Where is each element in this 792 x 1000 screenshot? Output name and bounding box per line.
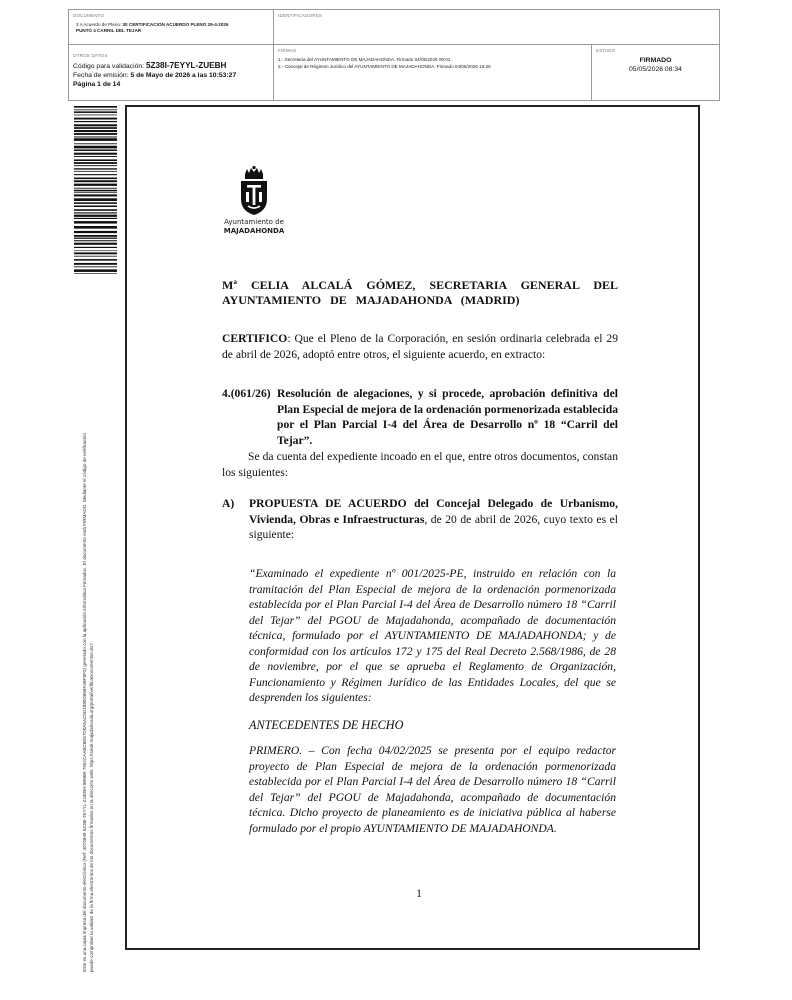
logo-caption-line-2: MAJADAHONDA (223, 227, 285, 235)
barcode-bar (74, 156, 117, 157)
certifico-label: CERTIFICO (222, 332, 288, 345)
barcode-bar (74, 250, 117, 251)
primero-paragraph: PRIMERO. – Con fecha 04/02/2025 se presenta por el equipo redactor proyecto de Plan Especial de mejora de la ordenación pormenorizada establecida por el Plan Parcial I-4 del Área de Desarrollo número 18 “Carril del Tejar” del PGOU de Majadahonda, acompañado de documentación técnica. Dicho proyecto de planeamiento es de iniciativa pública al haberse formulado por el propio AYUNTAMIENTO DE MAJADAHONDA. (249, 744, 616, 835)
barcode-bar (74, 124, 117, 126)
fecha-emision: Fecha de emisión: 5 de Mayo de 2026 a las 10:53:27 (73, 72, 237, 79)
estado-date: 05/05/2026 08:34 (629, 66, 682, 73)
logo-caption-line-1: Ayuntamiento de (224, 218, 284, 226)
identificadores-label: IDENTIFICADORES (278, 13, 323, 18)
barcode-bar (74, 106, 117, 108)
barcode-bar (74, 188, 117, 189)
barcode-bar (74, 190, 117, 192)
barcode-bar (74, 235, 117, 237)
certifico-paragraph: CERTIFICO: Que el Pleno de la Corporación, en sesión ordinaria celebrada el 29 de abril de 2026, adoptó entre otros, el siguiente acuerdo, en extracto: (222, 332, 618, 361)
barcode-bar (74, 252, 117, 254)
barcode-bar (74, 226, 117, 229)
side-verification-text-2: puede comprobar la validez de la firma electrónica de los documentos firmados en la dirección web: https://sede.majadahonda.org/portal/verificaDocumentos.do? (89, 643, 94, 972)
barcode-bar (74, 162, 117, 164)
barcode-bar (74, 115, 117, 116)
intro-paragraph: Se da cuenta del expediente incoado en el que, entre otros documentos, constan los siguientes: (222, 450, 618, 479)
barcode-bar (74, 212, 117, 213)
barcode-bar (74, 109, 117, 110)
barcode-bar (74, 218, 117, 219)
barcode-bar (74, 138, 117, 141)
barcode-bar (74, 180, 117, 182)
barcode-bar (74, 184, 117, 186)
barcode-bar (74, 127, 117, 129)
barcode-bar (74, 133, 117, 135)
barcode-bar (74, 136, 117, 137)
barcode-bar (74, 174, 117, 175)
barcode-bar (74, 273, 117, 274)
barcode-bar (74, 121, 117, 122)
estado-value: FIRMADO (639, 57, 672, 64)
barcode-bar (74, 240, 117, 241)
barcode-bar (74, 238, 117, 239)
secretary-heading: Mª CELIA ALCALÁ GÓMEZ, SECRETARIA GENERAL DEL AYUNTAMIENTO DE MAJADAHONDA (MADRID) (222, 278, 618, 307)
barcode-bar (74, 263, 117, 265)
pagina-indicator: Página 1 de 14 (73, 81, 121, 88)
barcode-bar (74, 194, 117, 196)
barcode-bar (74, 266, 117, 267)
section-a-letter: A) (222, 497, 235, 510)
majadahonda-coat-of-arms-logo (237, 166, 271, 216)
barcode-bar (74, 231, 117, 233)
barcode-bar (74, 143, 117, 144)
barcode-bar (74, 221, 117, 223)
barcode-bar (74, 269, 117, 272)
barcode-bar (74, 165, 117, 166)
barcode-bar (74, 118, 117, 120)
barcode (74, 106, 117, 274)
codigo-validacion: Código para validación: 5Z38I-7EYYL-ZUEBH (73, 61, 227, 70)
firma-1: 1.- Secretaria del AYUNTAMIENTO DE MAJADAHONDA. Firmado 04/05/2026 09:01 (278, 57, 451, 62)
barcode-bar (74, 215, 117, 217)
agenda-item-number: 4.(061/26) (222, 387, 271, 400)
documento-label: DOCUMENTO (73, 13, 105, 18)
barcode-bar (74, 159, 117, 161)
firmas-label: FIRMAS (278, 48, 297, 53)
documento-line-2: PUNTO 4 CARRIL DEL TEJAR (76, 28, 142, 33)
agenda-item-title: Resolución de alegaciones, y si procede, aprobación definitiva del Plan Especial de mejora de la ordenación pormenorizada establecida por el Plan Parcial I-4 del Área de Desarrollo nº 18 “Carril del Tejar”. (277, 387, 618, 447)
section-a-paragraph: PROPUESTA DE ACUERDO del Concejal Delegado de Urbanismo, Vivienda, Obras e Infraestructuras, de 20 de abril de 2026, cuyo texto es el siguiente: (249, 497, 618, 541)
otros-datos-label: OTROS DATOS (73, 53, 108, 58)
barcode-bar (74, 259, 117, 261)
barcode-bar (74, 168, 117, 169)
barcode-bar (74, 153, 117, 155)
barcode-bar (74, 178, 117, 180)
barcode-bar (74, 202, 117, 204)
barcode-bar (74, 111, 117, 113)
barcode-bar (74, 171, 117, 172)
side-verification-text-1: Este es una copia impresa del documento electrónico (Ref: 4074949 5Z38I-7EYYL-ZUEBH 9B9B9 7952CAABC8E57D0A5AC5D1890D868F4BF8F3) generado con la aplicación informática Firmadoc. El documento está FIRMADO. Mediante el código de verificación (82, 432, 87, 972)
barcode-bar (74, 256, 117, 257)
documento-line-1: 3 A Acuerdo de Pleno: 30 CERTIFICACION ACUERDO PLENO 29-4-2026 (76, 22, 229, 27)
page-number: 1 (416, 887, 422, 900)
barcode-bar (74, 209, 117, 211)
header-box-identificadores (273, 9, 720, 45)
antecedentes-heading: ANTECEDENTES DE HECHO (249, 718, 404, 732)
barcode-bar (74, 247, 117, 248)
barcode-bar (74, 205, 117, 207)
proposal-quote-paragraph: “Examinado el expediente nº 001/2025-PE, instruido en relación con la tramitación del Plan Especial de mejora de la ordenación pormenorizada establecida por el Plan Parcial I-4 del Área de Desarrollo número 18 “Carril del Tejar” del PGOU de Majadahonda, acompañado de documentación técnica, formulado por el AYUNTAMIENTO DE MAJADAHONDA; y de conformidad con los artículos 172 y 175 del Real Decreto 2.568/1986, de 28 de noviembre, por el que se aprueba el Reglamento de Organización, Funcionamiento y Régimen Jurídico de las Entidades Locales, del que se desprenden los siguientes: (249, 567, 616, 704)
header-box-firmas (273, 44, 592, 101)
barcode-bar (74, 149, 117, 151)
barcode-bar (74, 130, 117, 132)
barcode-bar (74, 198, 117, 201)
barcode-bar (74, 146, 117, 149)
firma-2: 2.- Concejal de Régimen Jurídico del AYUNTAMIENTO DE MAJADAHONDA. Firmado 04/05/2026 15:25 (278, 64, 491, 69)
estado-label: ESTADO (596, 48, 616, 53)
barcode-bar (74, 192, 117, 193)
barcode-bar (74, 243, 117, 245)
